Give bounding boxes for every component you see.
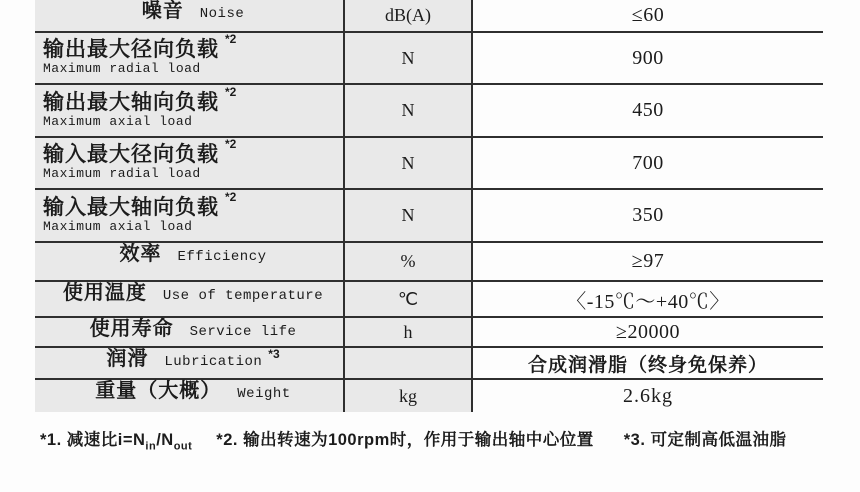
subscript-in: in — [145, 440, 157, 453]
row-label-zh: 效率 — [119, 243, 162, 265]
row-label-zh: 输出最大轴向负载 — [43, 90, 219, 114]
row-label-zh: 输出最大径向负载 — [43, 38, 219, 62]
row-label-en: Service life — [189, 324, 297, 340]
row-footnote-marker: *2 — [225, 32, 237, 46]
row-name-cell — [35, 138, 343, 188]
row-label-zh: 重量（大概） — [95, 380, 222, 402]
value-cell: 450 — [473, 85, 823, 136]
value-cell: ≥20000 — [473, 318, 823, 346]
row-name-cell — [35, 190, 343, 241]
table-row — [35, 138, 823, 190]
value-cell: 〈-15℃～+40℃〉 — [473, 282, 823, 316]
row-footnote-marker: *2 — [225, 84, 237, 99]
row-label-zh: 输入最大径向负载 — [43, 143, 219, 167]
unit-cell: N — [343, 33, 473, 83]
subscript-out: out — [173, 440, 193, 453]
footnote-2: *2. 输出转速为100rpm时，作用于输出轴中心位置 — [216, 431, 594, 449]
row-name-cell — [35, 348, 343, 378]
footnote-1: *1. 减速比$i=N_{in}/N_{out}$ — [40, 431, 193, 453]
row-name-cell — [35, 243, 343, 280]
table-row — [35, 380, 823, 412]
row-name-cell — [35, 33, 343, 83]
table-row — [35, 282, 823, 318]
row-label-en: Lubrication — [164, 354, 263, 370]
table-row — [35, 348, 823, 380]
table-row — [35, 318, 823, 348]
table-row — [35, 243, 823, 282]
table-row — [35, 190, 823, 243]
row-footnote-marker: *3 — [268, 347, 280, 361]
value-cell: 350 — [473, 190, 823, 241]
row-label-en: Use of temperature — [162, 288, 324, 304]
row-label-zh: 输入最大轴向负载 — [43, 195, 219, 219]
row-label-en: Maximum radial load — [43, 166, 201, 182]
unit-cell: N — [343, 85, 473, 136]
row-label-en: Efficiency — [177, 249, 267, 265]
unit-cell: % — [343, 243, 473, 280]
unit-cell — [343, 348, 473, 378]
value-cell: ≥97 — [473, 243, 823, 280]
value-cell: ≤60 — [473, 0, 823, 31]
footnotes — [40, 426, 840, 452]
row-name-cell — [35, 85, 343, 136]
row-footnote-marker: *2 — [225, 137, 237, 151]
unit-cell: ℃ — [343, 282, 473, 316]
row-label-zh: 使用寿命 — [89, 318, 174, 340]
row-label-zh: 噪音 — [141, 0, 184, 22]
spec-table — [35, 0, 823, 412]
unit-cell: N — [343, 138, 473, 188]
row-name-cell — [35, 0, 343, 31]
row-label-zh: 润滑 — [106, 348, 149, 370]
row-label-en: Weight — [237, 386, 291, 402]
row-label-en: Maximum axial load — [43, 113, 193, 129]
row-label-en: Noise — [199, 6, 245, 22]
table-row — [35, 0, 823, 33]
row-footnote-marker: *2 — [225, 189, 237, 204]
row-label-zh: 使用温度 — [62, 282, 147, 304]
unit-cell: dB(A) — [343, 0, 473, 31]
value-cell: 合成润滑脂（终身免保养） — [473, 348, 823, 378]
table-row — [35, 85, 823, 138]
table-row — [35, 33, 823, 85]
unit-cell: h — [343, 318, 473, 346]
value-cell: 900 — [473, 33, 823, 83]
row-name-cell — [35, 282, 343, 316]
row-name-cell — [35, 380, 343, 412]
value-cell: 700 — [473, 138, 823, 188]
row-label-en: Maximum radial load — [43, 61, 201, 77]
unit-cell: N — [343, 190, 473, 241]
row-label-en: Maximum axial load — [43, 218, 193, 234]
value-cell: 2.6kg — [473, 380, 823, 412]
unit-cell: kg — [343, 380, 473, 412]
footnote-3: *3. 可定制高低温油脂 — [623, 431, 787, 449]
row-name-cell — [35, 318, 343, 346]
